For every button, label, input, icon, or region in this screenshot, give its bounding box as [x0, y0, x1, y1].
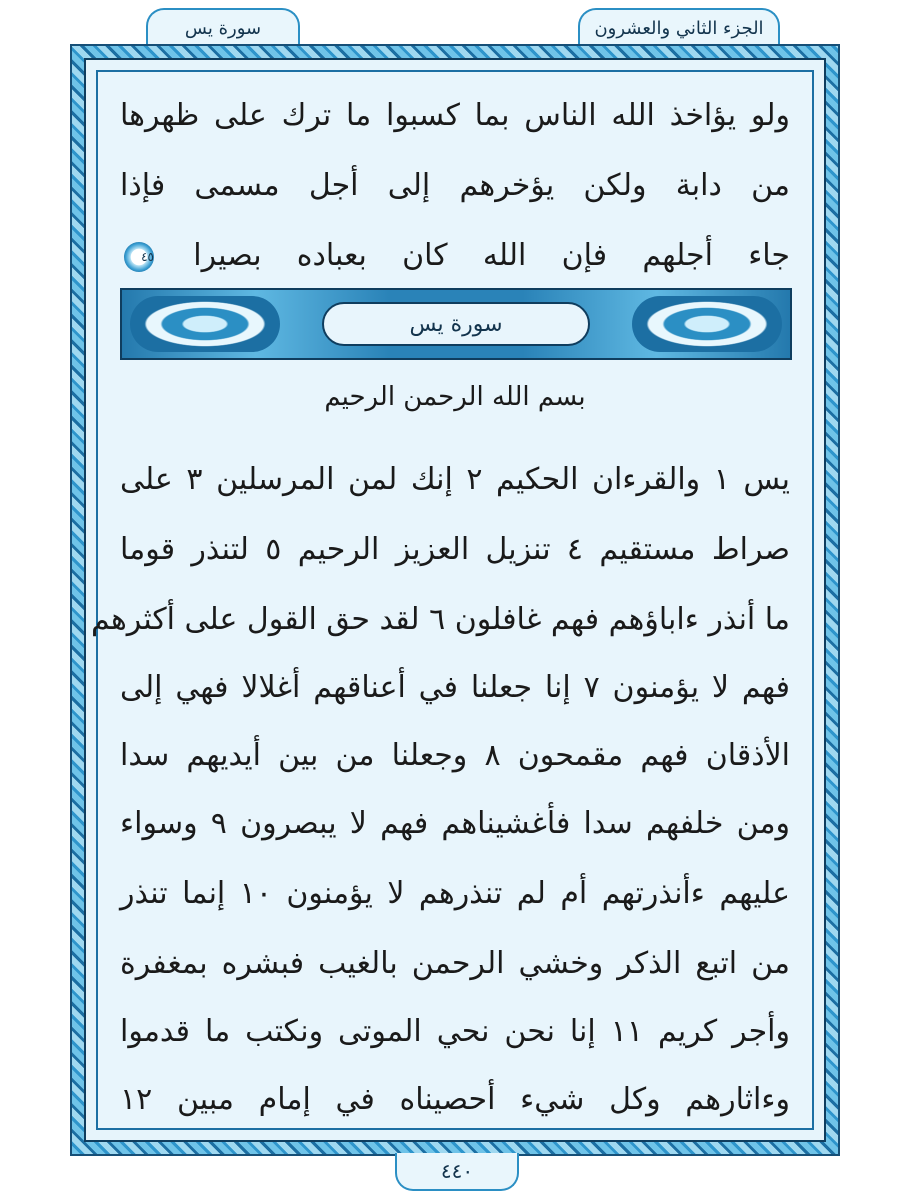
juz-header-tab	[578, 8, 780, 46]
verse-line-text: ولو يؤاخذ الله الناس بما كسبوا ما ترك على ظهرها	[120, 98, 790, 133]
verse-line-text: جاء أجلهم فإن الله كان بعباده بصيرا	[193, 238, 790, 273]
surah-title: سورة يس	[322, 302, 590, 346]
verse-line-text: وأجر كريم ١١ إنا نحن نحي الموتى ونكتب ما قدموا	[120, 1014, 790, 1049]
verse-line-text: من اتبع الذكر وخشي الرحمن بالغيب فبشره بمغفرة	[120, 946, 790, 981]
verse-line-text: ما أنذر ءاباؤهم فهم غافلون ٦ لقد حق القول على أكثرهم	[90, 602, 790, 637]
ayah-marker: ٤٥	[124, 242, 154, 272]
banner-ornament-icon	[632, 296, 782, 352]
verse-line	[120, 522, 790, 578]
verse-line	[120, 728, 790, 784]
verse-line-text: ومن خلفهم سدا فأغشيناهم فهم لا يبصرون ٩ وسواء	[120, 806, 790, 841]
surah-label: سورة يس	[184, 17, 262, 39]
verse-line	[120, 866, 790, 922]
verse-line	[120, 452, 790, 508]
verse-line	[120, 796, 790, 852]
verse-line-text: الأذقان فهم مقمحون ٨ وجعلنا من بين أيديهم سدا	[120, 738, 791, 773]
verse-line	[120, 1004, 790, 1060]
verse-line-text: فهم لا يؤمنون ٧ إنا جعلنا في أعناقهم أغلالا فهي إلى	[120, 670, 790, 705]
verse-line	[120, 228, 790, 284]
verse-line	[120, 1072, 790, 1128]
page-number: ٤٤٠	[395, 1153, 519, 1191]
verse-line	[90, 592, 790, 648]
verse-line-text: صراط مستقيم ٤ تنزيل العزيز الرحيم ٥ لتنذر قوما	[120, 532, 790, 567]
verse-line	[120, 158, 790, 214]
verse-line	[120, 660, 790, 716]
verse-line	[120, 936, 790, 992]
basmala: بسم الله الرحمن الرحيم	[324, 382, 586, 412]
surah-header-tab	[146, 8, 300, 46]
verse-line	[120, 88, 790, 144]
verse-line-text: يس ١ والقرءان الحكيم ٢ إنك لمن المرسلين ٣ على	[120, 462, 790, 497]
verse-line-text: من دابة ولكن يؤخرهم إلى أجل مسمى فإذا	[120, 168, 790, 203]
surah-title-banner	[120, 288, 792, 360]
verse-line-text: عليهم ءأنذرتهم أم لم تنذرهم لا يؤمنون ١٠ إنما تنذر	[120, 876, 790, 911]
banner-ornament-icon	[130, 296, 280, 352]
juz-label: الجزء الثاني والعشرون	[594, 17, 764, 39]
verse-line-text: وءاثارهم وكل شيء أحصيناه في إمام مبين ١٢	[120, 1082, 790, 1117]
